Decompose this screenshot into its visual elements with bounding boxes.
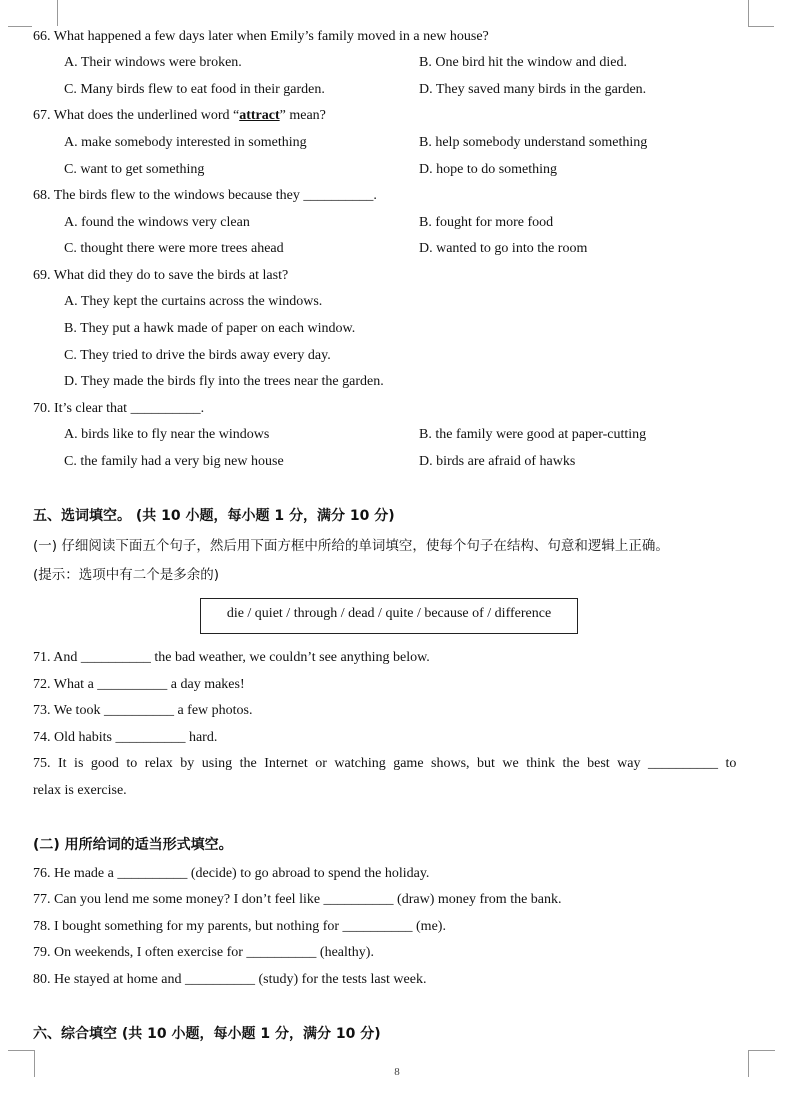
question-75-cont: relax is exercise. bbox=[33, 783, 127, 798]
option-66a: A. Their windows were broken. bbox=[64, 55, 242, 70]
question-70: 70. It’s clear that __________. bbox=[33, 401, 205, 416]
option-66d: D. They saved many birds in the garden. bbox=[419, 82, 647, 97]
question-75: 75. It is good to relax by using the Internet or watching game shows, but we think the best way __________ to bbox=[33, 756, 737, 771]
section-5-hint: (提示：选项中有二个是多余的) bbox=[33, 567, 220, 583]
question-72: 72. What a __________ a day makes! bbox=[33, 677, 245, 692]
question-79: 79. On weekends, I often exercise for __________ (healthy). bbox=[33, 945, 374, 960]
option-69b: B. They put a hawk made of paper on each window. bbox=[64, 321, 356, 336]
question-76: 76. He made a __________ (decide) to go abroad to spend the holiday. bbox=[33, 866, 430, 881]
option-69d: D. They made the birds fly into the trees near the garden. bbox=[64, 374, 384, 389]
option-69c: C. They tried to drive the birds away every day. bbox=[64, 348, 331, 363]
option-70a: A. birds like to fly near the windows bbox=[64, 427, 270, 442]
option-69a: A. They kept the curtains across the windows. bbox=[64, 294, 323, 309]
crop-mark-top-left bbox=[31, 0, 58, 26]
crop-mark-top-right bbox=[748, 0, 775, 26]
option-67d: D. hope to do something bbox=[419, 162, 558, 177]
option-68b: B. fought for more food bbox=[419, 215, 554, 230]
page-number: 8 bbox=[394, 1066, 400, 1078]
section-5-title: 五、选词填空。 (共 10 小题，每小题 1 分，满分 10 分) bbox=[33, 508, 395, 524]
option-67a: A. make somebody interested in something bbox=[64, 135, 307, 150]
option-70c: C. the family had a very big new house bbox=[64, 454, 284, 469]
option-70b: B. the family were good at paper-cutting bbox=[419, 427, 647, 442]
section-5-instruction: (一) 仔细阅读下面五个句子，然后用下面方框中所给的单词填空，使每个句子在结构、句意和逻辑上正确。 bbox=[33, 538, 669, 554]
option-68a: A. found the windows very clean bbox=[64, 215, 250, 230]
option-68d: D. wanted to go into the room bbox=[419, 241, 588, 256]
question-66: 66. What happened a few days later when Emily’s family moved in a new house? bbox=[33, 29, 489, 44]
question-71: 71. And __________ the bad weather, we couldn’t see anything below. bbox=[33, 650, 430, 665]
section-6-title: 六、综合填空 (共 10 小题，每小题 1 分，满分 10 分) bbox=[33, 1026, 381, 1042]
question-80: 80. He stayed at home and __________ (study) for the tests last week. bbox=[33, 972, 427, 987]
option-66b: B. One bird hit the window and died. bbox=[419, 55, 628, 70]
crop-mark-top-left-h bbox=[8, 26, 32, 27]
question-73: 73. We took __________ a few photos. bbox=[33, 703, 253, 718]
option-67b: B. help somebody understand something bbox=[419, 135, 648, 150]
option-66c: C. Many birds flew to eat food in their garden. bbox=[64, 82, 325, 97]
question-74: 74. Old habits __________ hard. bbox=[33, 730, 218, 745]
option-68c: C. thought there were more trees ahead bbox=[64, 241, 284, 256]
underlined-word: attract bbox=[239, 108, 280, 123]
question-77: 77. Can you lend me some money? I don’t feel like __________ (draw) money from the bank. bbox=[33, 892, 562, 907]
question-68: 68. The birds flew to the windows because they __________. bbox=[33, 188, 377, 203]
question-69: 69. What did they do to save the birds at last? bbox=[33, 268, 289, 283]
question-78: 78. I bought something for my parents, but nothing for __________ (me). bbox=[33, 919, 446, 934]
crop-mark-top-right-h bbox=[748, 26, 774, 27]
question-67: 67. What does the underlined word “attract” mean? bbox=[33, 108, 326, 123]
option-70d: D. birds are afraid of hawks bbox=[419, 454, 576, 469]
option-67c: C. want to get something bbox=[64, 162, 205, 177]
section-5-part2-title: (二) 用所给词的适当形式填空。 bbox=[33, 837, 233, 853]
word-box: die / quiet / through / dead / quite / because of / difference bbox=[200, 598, 578, 634]
